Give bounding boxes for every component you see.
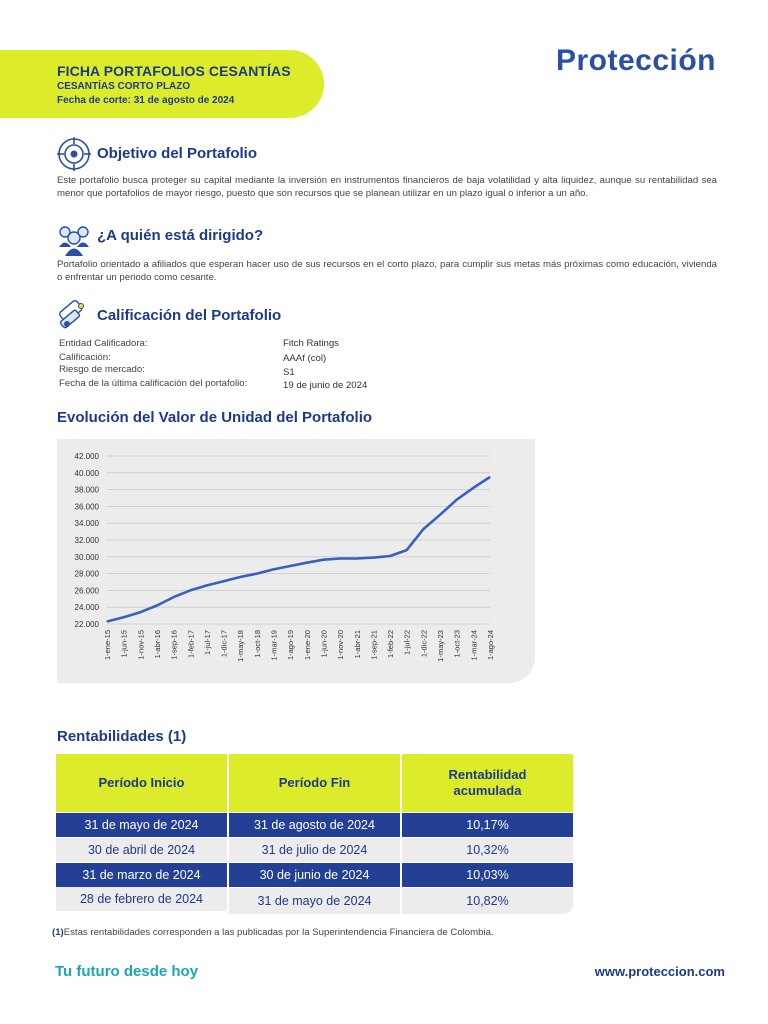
x-tick-label: 1-abr-16	[152, 630, 162, 659]
rating-label: Calificación:	[59, 352, 111, 363]
data-point	[323, 559, 324, 560]
audience-text: Portafolio orientado a afiliados que esperan hacer uso de sus recursos en el corto plazo, para cumplir sus metas más próximas como educación, vivienda o enfrentar un periodo como cesante.	[57, 259, 717, 283]
x-tick-label: 1-may-23	[436, 630, 446, 662]
certificate-icon	[57, 298, 91, 332]
table-cell: 30 de junio de 2024	[229, 863, 400, 887]
y-tick-label: 42.000	[74, 452, 99, 461]
chart-title: Evolución del Valor de Unidad del Portafolio	[57, 409, 373, 426]
brand-logo: Protección	[555, 44, 716, 77]
returns-title: Rentabilidades (1)	[57, 728, 187, 745]
x-tick-label: 1-ago-24	[486, 630, 495, 661]
y-tick-label: 36.000	[74, 502, 99, 512]
rating-value: AAAf (col)	[283, 353, 327, 364]
rating-entity-label: Entidad Calificadora:	[59, 338, 148, 349]
footnote-marker: (1)	[52, 927, 64, 938]
x-tick-label: 1-mar-19	[269, 630, 279, 661]
cut-date: Fecha de corte: 31 de agosto de 2024	[57, 95, 235, 106]
x-tick-label: 1-feb-22	[386, 630, 396, 658]
y-tick-label: 32.000	[74, 536, 99, 545]
x-tick-label: 1-sep-16	[169, 630, 179, 660]
table-cell: 31 de mayo de 2024	[56, 813, 227, 837]
header-accumulated-return: Rentabilidad acumulada	[402, 754, 573, 812]
market-risk-label: Riesgo de mercado:	[59, 364, 145, 375]
table-cell: 31 de mayo de 2024	[229, 888, 400, 914]
data-point	[223, 581, 224, 582]
data-point	[206, 585, 207, 586]
x-tick-label: 1-may-18	[236, 630, 246, 662]
data-point	[306, 562, 307, 563]
x-tick-label: 1-jul-22	[402, 630, 412, 656]
y-tick-label: 22.000	[74, 620, 99, 629]
document-title: FICHA PORTAFOLIOS CESANTÍAS	[57, 63, 291, 79]
data-point	[173, 597, 174, 598]
slogan: Tu futuro desde hoy	[55, 963, 199, 980]
website-link[interactable]: www.proteccion.com	[594, 964, 725, 979]
data-point	[106, 621, 107, 622]
x-tick-label: 1-jul-17	[202, 630, 212, 656]
y-tick-label: 24.000	[74, 603, 99, 613]
rating-date-label: Fecha de la última calificación del portafolio:	[59, 378, 248, 389]
x-tick-label: 1-jun-15	[119, 630, 129, 658]
objective-title: Objetivo del Portafolio	[97, 145, 258, 162]
data-point	[140, 612, 141, 613]
y-tick-label: 28.000	[74, 569, 99, 579]
market-risk-value: S1	[283, 367, 295, 378]
x-tick-label: 1-mar-24	[469, 630, 479, 661]
data-point	[123, 617, 124, 618]
table-cell: 31 de marzo de 2024	[56, 863, 227, 887]
data-point	[356, 558, 357, 559]
rating-entity-value: Fitch Ratings	[283, 338, 339, 349]
table-cell: 10,03%	[402, 863, 573, 887]
data-point	[423, 528, 424, 529]
table-cell: 10,32%	[402, 838, 573, 862]
data-point	[406, 549, 407, 550]
data-point	[340, 558, 341, 559]
objective-text: Este portafolio busca proteger su capital mediante la inversión en instrumentos financieros de baja volatilidad y alta liquidez, aunque su rentabilidad sea menor que portafolios de mayor riesgo, puesto que son recursos que se planean utilizar en un plazo igual o inferior a un año.	[57, 175, 717, 199]
header-period-end: Período Fin	[229, 754, 400, 812]
table-cell: 31 de julio de 2024	[229, 838, 400, 862]
header-period-start: Período Inicio	[56, 754, 227, 812]
document-subtitle: CESANTÍAS CORTO PLAZO	[57, 81, 191, 92]
table-cell: 10,82%	[402, 888, 573, 914]
y-tick-label: 30.000	[74, 552, 99, 562]
rating-title: Calificación del Portafolio	[97, 307, 282, 324]
x-tick-label: 1-oct-18	[252, 630, 262, 658]
x-tick-label: 1-ene-20	[302, 630, 312, 661]
rating-date-value: 19 de junio de 2024	[283, 380, 368, 391]
people-icon	[57, 223, 91, 257]
y-tick-label: 40.000	[74, 468, 99, 478]
x-tick-label: 1-jun-20	[319, 630, 329, 658]
y-tick-label: 26.000	[74, 586, 99, 596]
data-point	[373, 557, 374, 558]
data-point	[190, 590, 191, 591]
footnote-text: Estas rentabilidades corresponden a las publicadas por la Superintendencia Financiera de Colombia.	[63, 927, 494, 938]
y-tick-label: 34.000	[74, 519, 99, 529]
x-tick-label: 1-nov-15	[136, 630, 146, 660]
audience-title: ¿A quién está dirigido?	[97, 227, 264, 244]
unit-value-line-chart	[57, 439, 535, 683]
series-line	[107, 477, 490, 622]
returns-footnote	[52, 927, 494, 938]
table-cell: 31 de agosto de 2024	[229, 813, 400, 837]
x-tick-label: 1-ago-19	[286, 630, 296, 661]
data-point	[273, 569, 274, 570]
x-tick-label: 1-oct-23	[452, 630, 462, 658]
y-tick-label: 38.000	[74, 485, 99, 495]
x-tick-label: 1-dic-17	[219, 630, 229, 658]
data-point	[290, 565, 291, 566]
x-tick-label: 1-sep-21	[369, 630, 379, 660]
target-icon	[57, 137, 91, 171]
data-point	[439, 514, 440, 515]
data-point	[256, 573, 257, 574]
x-tick-label: 1-ene-15	[103, 630, 112, 661]
table-cell: 10,17%	[402, 813, 573, 837]
data-point	[389, 555, 390, 556]
table-cell: 28 de febrero de 2024	[56, 887, 227, 911]
data-point	[456, 499, 457, 500]
table-cell: 30 de abril de 2024	[56, 838, 227, 862]
x-tick-label: 1-feb-17	[186, 630, 196, 658]
x-tick-label: 1-nov-20	[336, 630, 346, 660]
data-point	[489, 476, 490, 477]
data-point	[240, 576, 241, 577]
x-tick-label: 1-abr-21	[352, 630, 362, 659]
x-tick-label: 1-dic-22	[419, 630, 429, 658]
data-point	[473, 487, 474, 488]
data-point	[156, 605, 157, 606]
